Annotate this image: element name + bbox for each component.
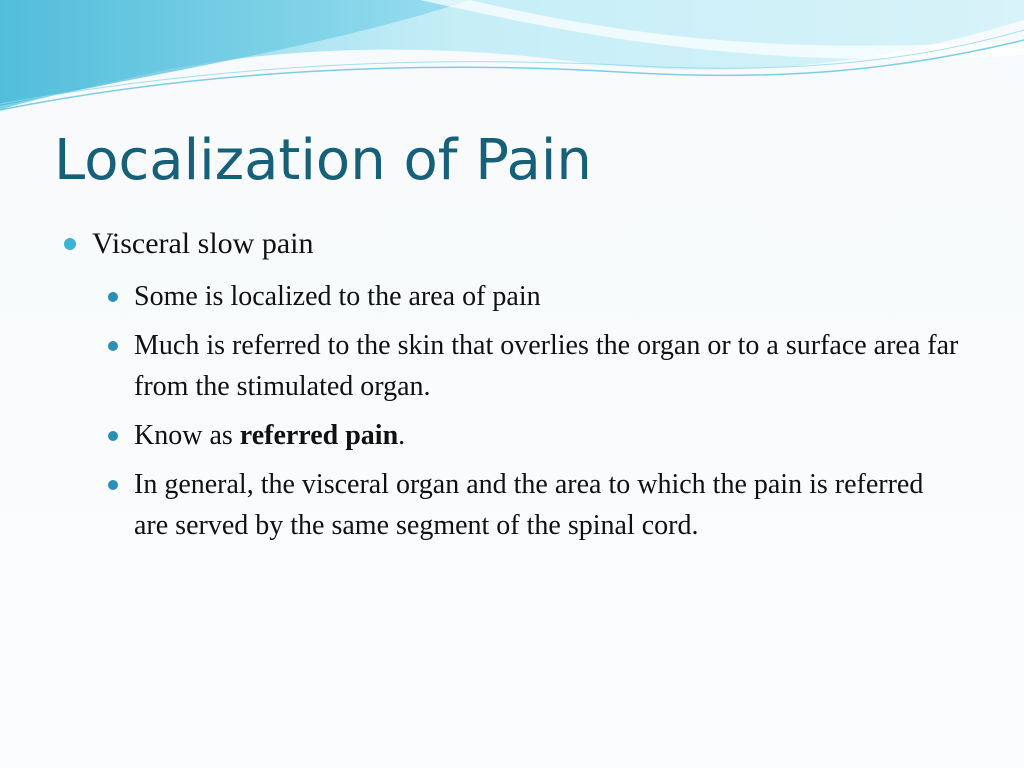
- sub-bullet-text: In general, the visceral organ and the area to which the pain is referred are served by the same segment of the spinal cord.: [134, 469, 924, 541]
- sub-bullet-text-suffix: .: [398, 420, 406, 451]
- bullet-item-level1: [62, 224, 962, 264]
- header-wave-decoration: [0, 0, 1024, 120]
- sub-bullet-text: Much is referred to the skin that overlies the organ or to a surface area far from the stimulated organ.: [134, 330, 959, 402]
- sub-bullet-item: [104, 415, 962, 456]
- sub-bullet-text: Some is localized to the area of pain: [134, 281, 541, 312]
- sub-bullet-item: [104, 276, 962, 317]
- sub-bullet-text-bold: referred pain: [239, 420, 399, 451]
- bullet-dot-icon: [108, 480, 118, 490]
- bullet-dot-icon: [64, 238, 76, 250]
- sub-bullet-text-prefix: Know as: [134, 420, 240, 451]
- bullet-text: Visceral slow pain: [92, 227, 314, 260]
- bullet-content: [62, 224, 962, 554]
- bullet-dot-icon: [108, 292, 118, 302]
- sub-bullet-item: [104, 464, 962, 546]
- bullet-dot-icon: [108, 341, 118, 351]
- slide-title: Localization of Pain: [54, 128, 592, 193]
- bullet-dot-icon: [108, 431, 118, 441]
- sub-bullet-item: [104, 325, 962, 407]
- sub-bullet-list: [104, 276, 962, 546]
